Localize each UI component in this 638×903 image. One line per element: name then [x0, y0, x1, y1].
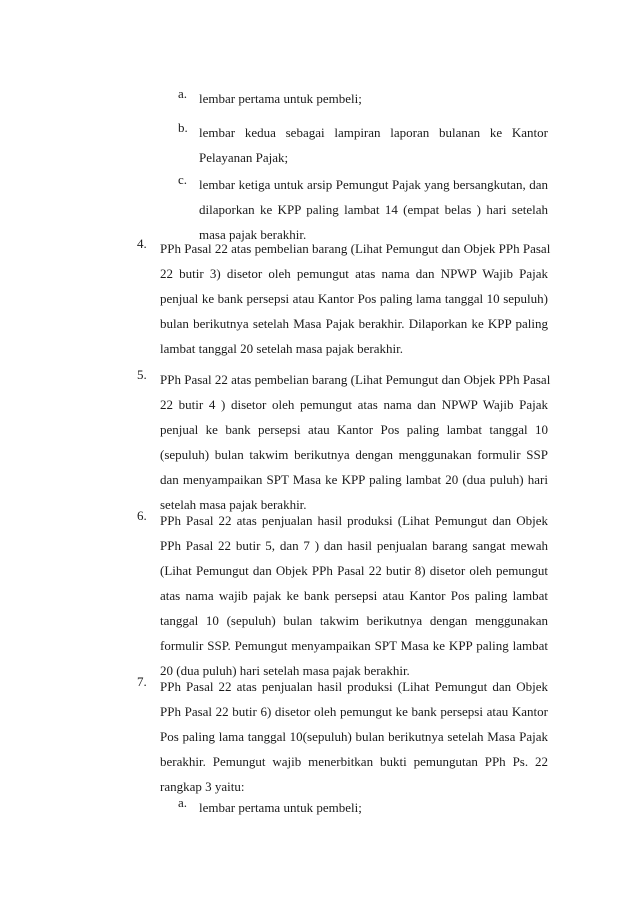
text-line: lembar kedua sebagai lampiran laporan bulanan ke Kantor	[199, 125, 548, 140]
text-line: Pelayanan Pajak;	[199, 150, 289, 165]
text-line: setelah masa pajak berakhir.	[160, 497, 307, 512]
text-line: formulir SSP. Pemungut menyampaikan SPT Masa ke KPP paling lambat	[160, 638, 548, 653]
text-line: lambat tanggal 20 setelah masa pajak berakhir.	[160, 341, 403, 356]
text-line: penjual ke bank persepsi atau Kantor Pos paling lama tanggal 10 sepuluh)	[160, 291, 548, 306]
text-line: berakhir. Pemungut wajib menerbitkan bukti pemungutan PPh Ps. 22	[160, 754, 548, 769]
text-line: 22 butir 3) disetor oleh pemungut atas nama dan NPWP Wajib Pajak	[160, 266, 548, 281]
text-line: 20 (dua puluh) hari setelah masa pajak berakhir.	[160, 663, 410, 678]
text-line: PPh Pasal 22 butir 6) disetor oleh pemungut ke bank persepsi atau Kantor	[160, 704, 548, 719]
text-line: lembar ketiga untuk arsip Pemungut Pajak yang bersangkutan, dan	[199, 177, 548, 192]
sub-item-letter: c.	[178, 172, 188, 187]
text-line: dan menyampaikan SPT Masa ke KPP paling lambat 20 (dua puluh) hari	[160, 472, 548, 487]
sub-item-b	[178, 120, 548, 170]
list-item-number: 4.	[137, 236, 147, 251]
text-line: atas nama wajib pajak ke bank persepsi atau Kantor Pos paling lambat	[160, 588, 548, 603]
text-line: PPh Pasal 22 atas pembelian barang (Lihat Pemungut dan Objek PPh Pasal	[160, 241, 551, 256]
text-line: rangkap 3 yaitu:	[160, 779, 245, 794]
text-line: PPh Pasal 22 atas penjualan hasil produksi (Lihat Pemungut dan Objek	[160, 513, 548, 528]
text-line: lembar pertama untuk pembeli;	[199, 800, 362, 815]
text-line: PPh Pasal 22 atas pembelian barang (Lihat Pemungut dan Objek PPh Pasal	[160, 372, 551, 387]
sub-item-a-bottom	[178, 795, 548, 820]
sub-item-letter: a.	[178, 86, 188, 101]
sub-item-letter: b.	[178, 120, 188, 135]
sub-item-letter: a.	[178, 795, 188, 810]
list-item-7	[137, 674, 548, 799]
text-line: PPh Pasal 22 butir 5, dan 7 ) dan hasil penjualan barang sangat mewah	[160, 538, 548, 553]
text-line: Pos paling lama tanggal 10(sepuluh) bulan berikutnya setelah Masa Pajak	[160, 729, 548, 744]
text-line: tanggal 10 (sepuluh) bulan takwim berikutnya dengan menggunakan	[160, 613, 548, 628]
list-item-4	[137, 236, 551, 361]
text-line: lembar pertama untuk pembeli;	[199, 91, 362, 106]
list-item-6	[137, 508, 548, 683]
text-line: masa pajak berakhir.	[199, 227, 307, 242]
text-line: 22 butir 4 ) disetor oleh pemungut atas nama dan NPWP Wajib Pajak	[160, 397, 548, 412]
list-item-number: 5.	[137, 367, 147, 382]
sub-item-a	[178, 86, 548, 111]
text-line: (Lihat Pemungut dan Objek PPh Pasal 22 butir 8) disetor oleh pemungut	[160, 563, 548, 578]
text-line: penjual ke bank persepsi atau Kantor Pos paling lambat tanggal 10	[160, 422, 548, 437]
text-line: PPh Pasal 22 atas penjualan hasil produksi (Lihat Pemungut dan Objek	[160, 679, 548, 694]
list-item-number: 6.	[137, 508, 147, 523]
text-line: (sepuluh) bulan takwim berikutnya dengan menggunakan formulir SSP	[160, 447, 548, 462]
list-item-5	[137, 367, 551, 517]
text-line: dilaporkan ke KPP paling lambat 14 (empat belas ) hari setelah	[199, 202, 548, 217]
list-item-number: 7.	[137, 674, 147, 689]
text-line: bulan berikutnya setelah Masa Pajak berakhir. Dilaporkan ke KPP paling	[160, 316, 548, 331]
